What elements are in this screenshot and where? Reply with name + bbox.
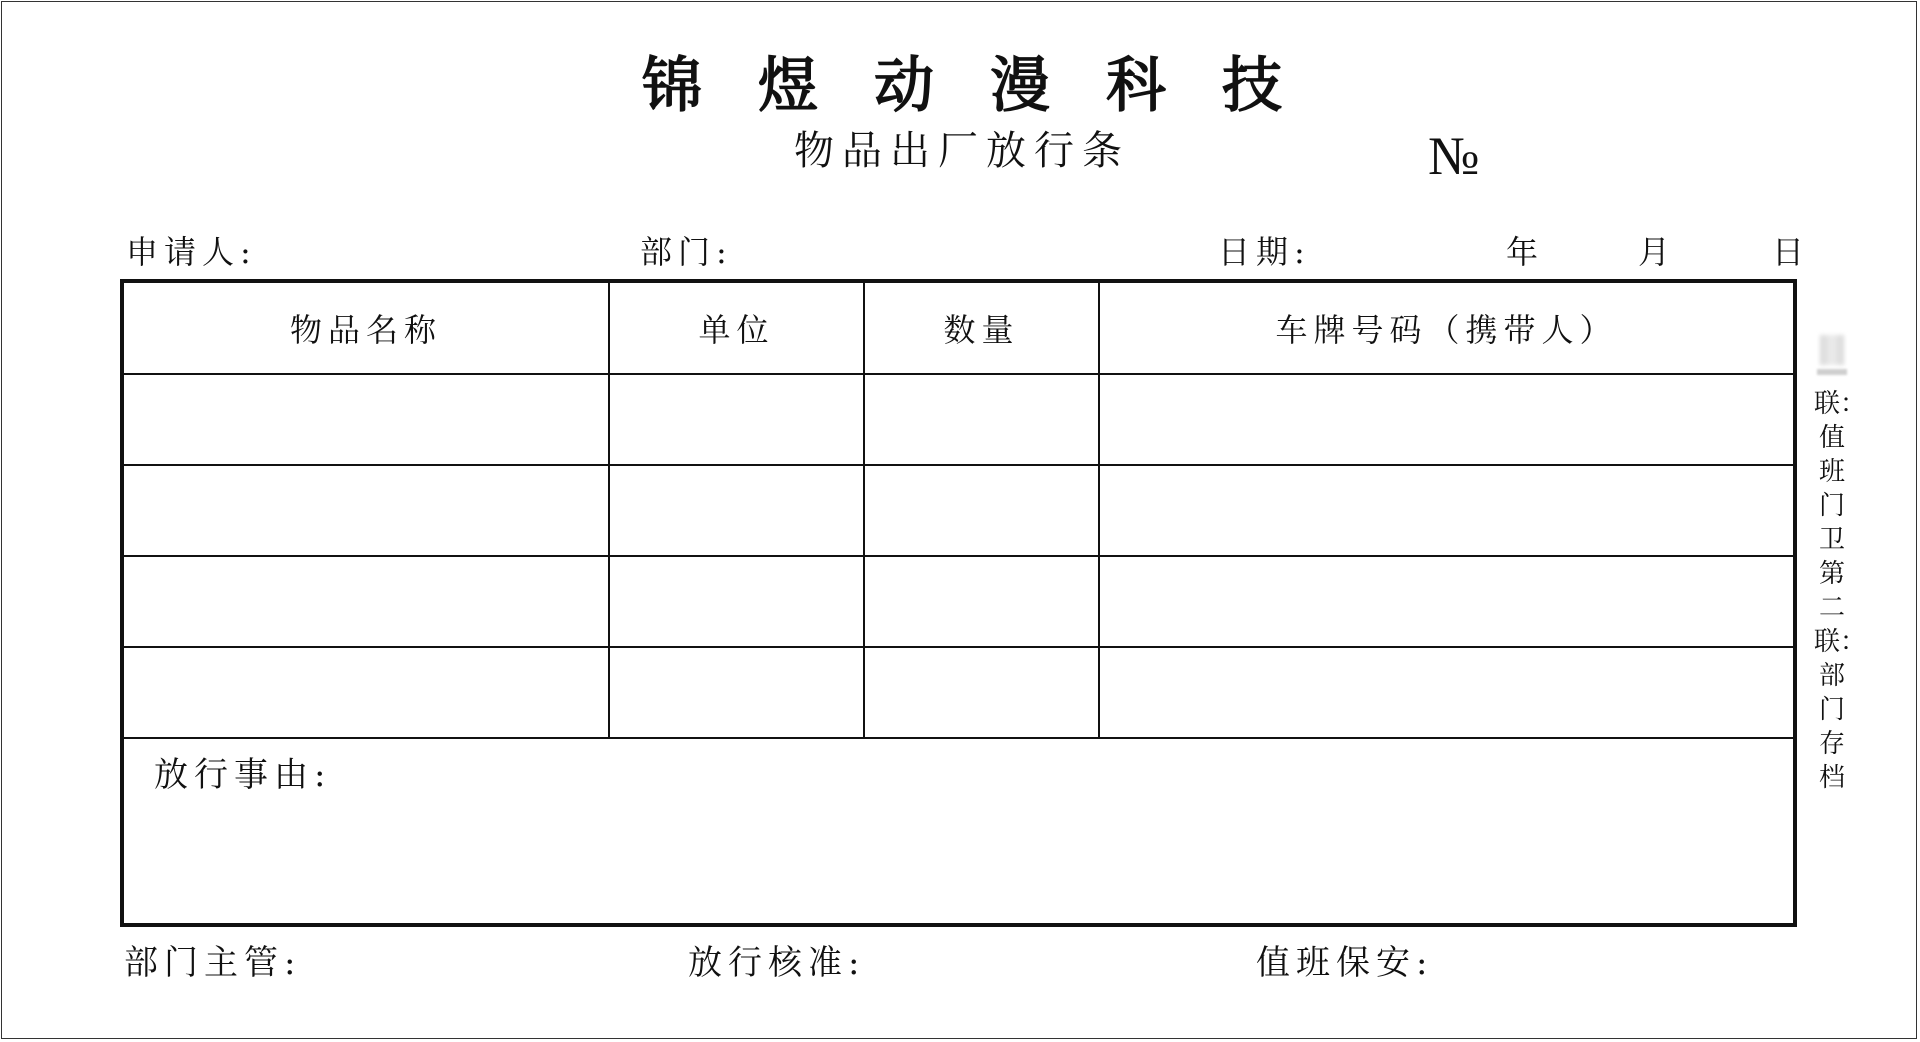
guard-on-duty-label: 值班保安: <box>1256 943 1434 983</box>
company-name: 锦煜动漫科技 <box>642 51 1338 121</box>
column-header-quantity: 数量 <box>864 283 1099 374</box>
dept-supervisor-label: 部门主管: <box>124 943 302 983</box>
date-year-label: 年 <box>1506 233 1539 271</box>
items-table-frame <box>120 279 1797 927</box>
cell-item-name <box>124 465 609 556</box>
department-label: 部门: <box>640 233 733 271</box>
column-header-unit: 单位 <box>609 283 864 374</box>
cell-plate-carrier <box>1099 647 1793 738</box>
cell-quantity <box>864 465 1099 556</box>
table-row <box>124 374 1793 465</box>
release-reason-label: 放行事由: <box>154 755 332 795</box>
date-label: 日期: <box>1218 233 1311 271</box>
cell-item-name <box>124 647 609 738</box>
cell-unit <box>609 465 864 556</box>
copy-distribution-note <box>1814 335 1867 795</box>
cell-quantity <box>864 556 1099 647</box>
date-day-label: 日 <box>1772 233 1805 271</box>
copy-distribution-text: 联：值班门卫 第二联：部门存档 <box>1814 389 1867 793</box>
items-table <box>124 283 1793 739</box>
form-title: 物品出厂放行条 <box>794 128 1130 174</box>
column-header-item-name: 物品名称 <box>124 283 609 374</box>
release-approval-label: 放行核准: <box>688 943 866 983</box>
date-month-label: 月 <box>1638 233 1671 271</box>
cell-unit <box>609 374 864 465</box>
cell-item-name <box>124 374 609 465</box>
cell-plate-carrier <box>1099 465 1793 556</box>
serial-number-label: № <box>1428 126 1480 186</box>
table-row <box>124 556 1793 647</box>
cell-plate-carrier <box>1099 556 1793 647</box>
applicant-label: 申请人: <box>126 233 257 271</box>
cell-item-name <box>124 556 609 647</box>
table-header-row <box>124 283 1793 374</box>
table-row <box>124 465 1793 556</box>
cell-quantity <box>864 374 1099 465</box>
blurred-mark <box>1820 335 1844 365</box>
blurred-mark-line <box>1817 369 1847 375</box>
table-row <box>124 647 1793 738</box>
cell-unit <box>609 647 864 738</box>
release-slip-form <box>1 1 1917 1039</box>
cell-plate-carrier <box>1099 374 1793 465</box>
column-header-plate-carrier: 车牌号码（携带人） <box>1099 283 1793 374</box>
cell-unit <box>609 556 864 647</box>
cell-quantity <box>864 647 1099 738</box>
